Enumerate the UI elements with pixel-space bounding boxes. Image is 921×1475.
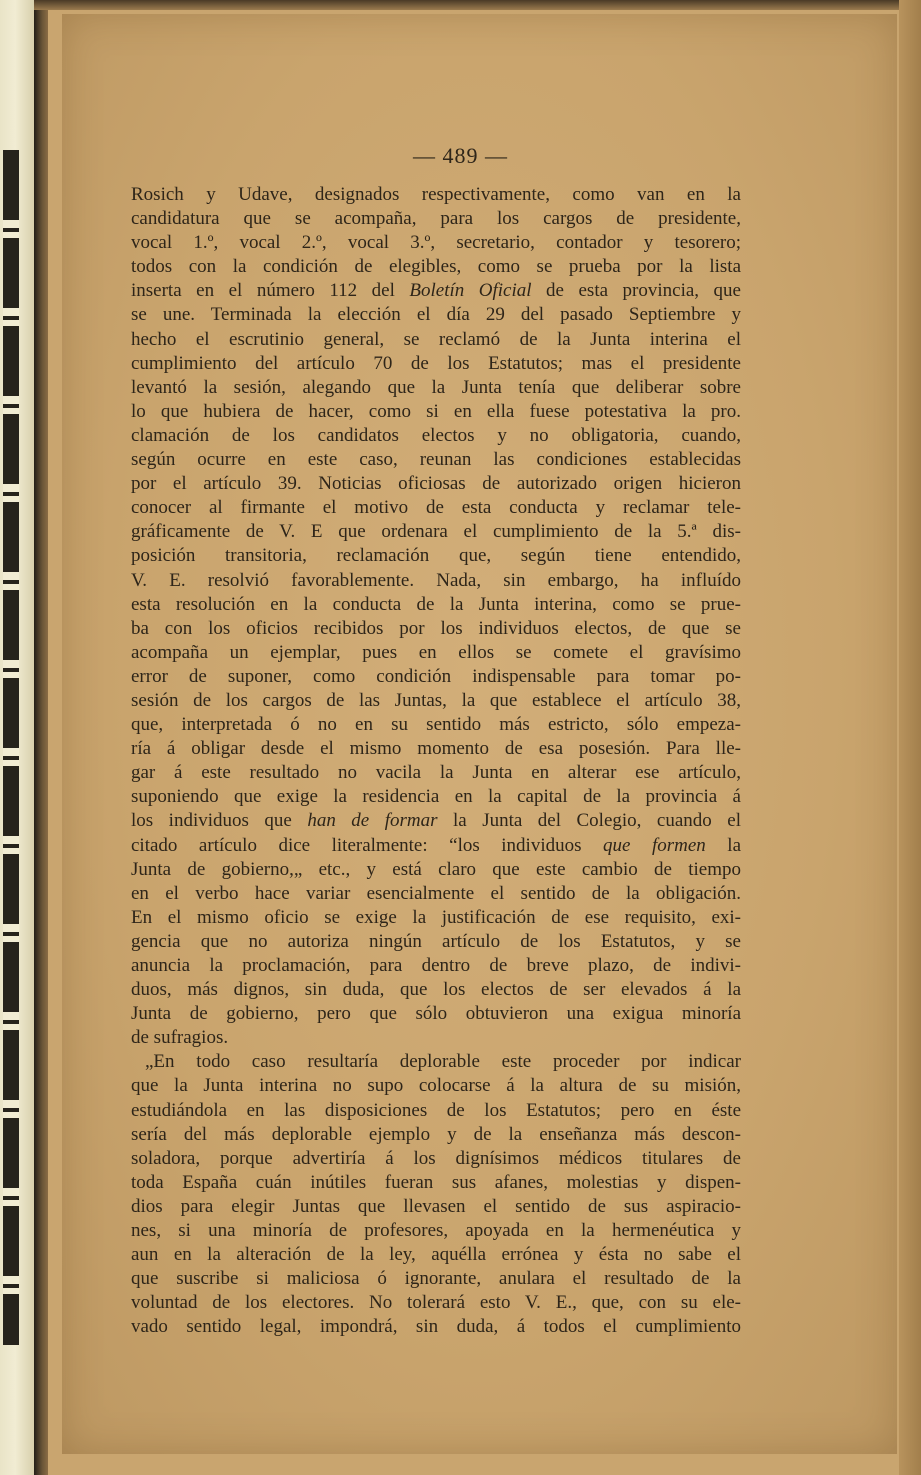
text-line-segment: que la Junta interina no supo colocarse á la altura de su misión, bbox=[131, 1075, 741, 1097]
text-line-segment: Rosich y Udave, designados respectivamente, como van en la bbox=[131, 184, 741, 205]
text-line-segment: posición transitoria, reclamación que, según tiene entendido, bbox=[131, 545, 741, 567]
text-line bbox=[131, 352, 741, 376]
top-edge-shadow bbox=[34, 0, 921, 10]
text-line-segment: que, interpretada ó no en su sentido más estricto, sólo empeza- bbox=[131, 714, 741, 736]
text-line bbox=[131, 376, 741, 400]
text-line bbox=[131, 1050, 741, 1074]
right-page-edge bbox=[899, 0, 921, 1475]
text-line bbox=[131, 641, 741, 665]
text-line-segment: acompaña un ejemplar, pues en ellos se comete el gravísimo bbox=[131, 641, 741, 663]
text-line bbox=[131, 978, 741, 1002]
text-line-segment: Junta de gobierno,„ etc., y está claro que este cambio de tiempo bbox=[131, 858, 741, 880]
text-line-segment: inserta en el número 112 del bbox=[131, 280, 410, 302]
text-line bbox=[131, 231, 741, 255]
text-line-segment: según ocurre en este caso, reunan las condiciones establecidas bbox=[131, 449, 741, 471]
text-line bbox=[131, 1291, 741, 1315]
text-line-segment: la bbox=[705, 834, 742, 856]
text-line bbox=[131, 496, 741, 520]
page-number: — 489 — bbox=[413, 143, 508, 168]
text-line-segment: que suscribe si maliciosa ó ignorante, anulara el resultado de la bbox=[131, 1268, 741, 1290]
text-line-segment: estudiándola en las disposiciones de los Estatutos; pero en éste bbox=[131, 1099, 741, 1121]
text-line bbox=[131, 183, 741, 207]
text-line bbox=[131, 1002, 741, 1026]
text-line-segment: citado artículo dice literalmente: “los individuos bbox=[131, 834, 603, 856]
text-line bbox=[131, 328, 741, 352]
text-line bbox=[131, 544, 741, 568]
text-line bbox=[131, 472, 741, 496]
text-line-segment: nes, si una minoría de profesores, apoyada en la hermenéutica y bbox=[131, 1220, 741, 1242]
text-line-segment: En el mismo oficio se exige la justificación de ese requisito, exi- bbox=[131, 906, 741, 928]
text-line bbox=[131, 1195, 741, 1219]
text-line-segment: suponiendo que exige la residencia en la capital de la provincia á bbox=[131, 786, 741, 808]
text-line-segment: gráficamente de V. E que ordenara el cumplimiento de la 5.ª dis- bbox=[131, 521, 741, 543]
text-line-segment: soladora, porque advertiría á los dignísimos médicos titulares de bbox=[131, 1147, 741, 1169]
text-line-segment: „En todo caso resultaría deplorable este proceder por indicar bbox=[145, 1051, 741, 1073]
text-line bbox=[131, 689, 741, 713]
text-line-segment: los individuos que bbox=[131, 810, 308, 832]
text-line-segment: de sufragios. bbox=[131, 1027, 229, 1049]
text-line bbox=[131, 424, 741, 448]
text-line bbox=[131, 207, 741, 231]
text-line-segment: sesión de los cargos de las Juntas, la que establece el artículo 38, bbox=[131, 689, 741, 711]
text-line bbox=[131, 882, 741, 906]
text-line-segment: conocer al firmante el motivo de esta conducta y reclamar tele- bbox=[131, 497, 741, 519]
text-line bbox=[131, 448, 741, 472]
text-line bbox=[131, 1267, 741, 1291]
text-line-segment: error de suponer, como condición indispensable para tomar po- bbox=[131, 665, 741, 687]
text-line bbox=[131, 737, 741, 761]
text-line bbox=[131, 593, 741, 617]
text-line-segment: se une. Terminada la elección el día 29 del pasado Septiembre y bbox=[131, 304, 741, 326]
text-line-segment: hecho el escrutinio general, se reclamó de la Junta interina el bbox=[131, 328, 741, 350]
text-line-segment: ría á obligar desde el mismo momento de esa posesión. Para lle- bbox=[131, 738, 741, 760]
text-line-segment: lo que hubiera de hacer, como si en ella fuese potestativa la pro. bbox=[131, 400, 741, 422]
text-line bbox=[131, 400, 741, 424]
text-line bbox=[131, 809, 741, 833]
italic-text: que formen bbox=[603, 834, 706, 856]
book-spine bbox=[0, 0, 34, 1475]
text-line bbox=[131, 954, 741, 978]
text-line bbox=[131, 617, 741, 641]
text-line-segment: de esta provincia, que bbox=[531, 280, 741, 302]
text-line-segment: gencia que no autoriza ningún artículo de los Estatutos, y se bbox=[131, 930, 741, 952]
gutter-shadow bbox=[34, 0, 48, 1475]
text-line-segment: V. E. resolvió favorablemente. Nada, sin embargo, ha influído bbox=[131, 569, 741, 591]
text-line bbox=[131, 1147, 741, 1171]
text-line-segment: clamación de los candidatos electos y no obligatoria, cuando, bbox=[131, 424, 741, 446]
text-line-segment: duos, más dignos, sin duda, que los electos de ser elevados á la bbox=[131, 979, 741, 1001]
text-line bbox=[131, 858, 741, 882]
text-line-segment: sería del más deplorable ejemplo y de la enseñanza más descon- bbox=[131, 1123, 741, 1145]
text-line bbox=[131, 1315, 741, 1339]
text-line-segment: gar á este resultado no vacila la Junta en alterar ese artículo, bbox=[131, 762, 741, 784]
text-line bbox=[131, 1099, 741, 1123]
text-line bbox=[131, 834, 741, 858]
text-line bbox=[131, 1243, 741, 1267]
text-line bbox=[131, 713, 741, 737]
text-line-segment: esta resolución en la conducta de la Junta interina, como se prue- bbox=[131, 593, 741, 615]
italic-text: han de formar bbox=[307, 810, 438, 832]
text-line-segment: la Junta del Colegio, cuando el bbox=[437, 810, 741, 832]
text-line bbox=[131, 279, 741, 303]
text-line-segment: candidatura que se acompaña, para los cargos de presidente, bbox=[131, 208, 741, 230]
text-line bbox=[131, 906, 741, 930]
text-line bbox=[131, 569, 741, 593]
text-line-segment: vocal 1.º, vocal 2.º, vocal 3.º, secretario, contador y tesorero; bbox=[131, 232, 741, 254]
text-line-segment: todos con la condición de elegibles, como se prueba por la lista bbox=[131, 256, 741, 278]
italic-text: Boletín Oficial bbox=[409, 280, 532, 302]
text-line-segment: cumplimiento del artículo 70 de los Estatutos; mas el presidente bbox=[131, 352, 741, 374]
text-line bbox=[131, 1123, 741, 1147]
text-line bbox=[131, 930, 741, 954]
text-line bbox=[131, 785, 741, 809]
text-line bbox=[131, 255, 741, 279]
text-line bbox=[131, 1219, 741, 1243]
text-line bbox=[131, 303, 741, 327]
text-line-segment: en el verbo hace variar esencialmente el sentido de la obligación. bbox=[131, 882, 741, 904]
body-text bbox=[131, 183, 741, 1340]
text-line bbox=[131, 520, 741, 544]
text-line bbox=[131, 1026, 741, 1050]
text-line-segment: toda España cuán inútiles fueran sus afanes, molestias y dispen- bbox=[131, 1171, 741, 1193]
text-line-segment: por el artículo 39. Noticias oficiosas de autorizado origen hicieron bbox=[131, 473, 741, 495]
text-line bbox=[131, 665, 741, 689]
text-line-segment: vado sentido legal, impondrá, sin duda, á todos el cumplimiento bbox=[131, 1316, 741, 1338]
text-line bbox=[131, 1171, 741, 1195]
text-line-segment: ba con los oficios recibidos por los individuos electos, de que se bbox=[131, 617, 741, 639]
text-line-segment: Junta de gobierno, pero que sólo obtuvieron una exigua minoría bbox=[131, 1003, 741, 1025]
text-line bbox=[131, 1074, 741, 1098]
text-line-segment: aun en la alteración de la ley, aquélla errónea y ésta no sabe el bbox=[131, 1244, 741, 1266]
text-line-segment: levantó la sesión, alegando que la Junta tenía que deliberar sobre bbox=[131, 376, 741, 398]
text-line-segment: voluntad de los electores. No tolerará esto V. E., que, con su ele- bbox=[131, 1292, 741, 1314]
text-line bbox=[131, 761, 741, 785]
text-line-segment: anuncia la proclamación, para dentro de breve plazo, de indivi- bbox=[131, 955, 741, 976]
spine-ornament bbox=[3, 150, 19, 1345]
text-line-segment: dios para elegir Juntas que llevasen el sentido de sus aspiracio- bbox=[131, 1195, 741, 1217]
